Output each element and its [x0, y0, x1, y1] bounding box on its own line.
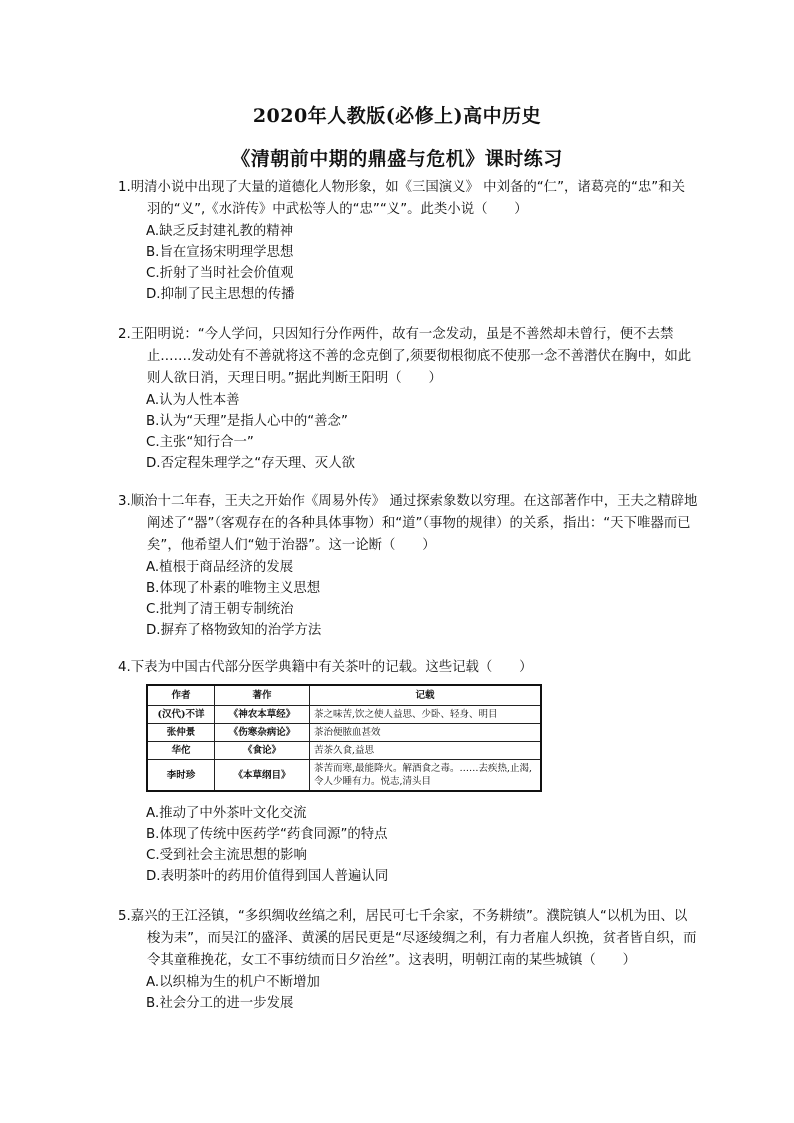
question-2: [118, 324, 698, 474]
tea-records-table: [146, 684, 542, 792]
document-subtitle: 《清朝前中期的鼎盛与危机》课时练习: [231, 148, 563, 170]
table-row: [147, 760, 541, 792]
table-row: [147, 742, 541, 760]
option-d: D.否定程朱理学之“存天理、灭人欲: [146, 456, 355, 471]
table-cell: 《本草纲目》: [215, 760, 310, 792]
option-b: B.体现了朴素的唯物主义思想: [146, 581, 321, 596]
table-cell: 李时珍: [147, 760, 215, 792]
table-cell: 张仲景: [147, 724, 215, 742]
option-c: C.受到社会主流思想的影响: [146, 848, 307, 863]
table-row: [147, 724, 541, 742]
table-cell: (汉代)不详: [147, 706, 215, 724]
question-3: [118, 491, 698, 641]
question-stem: 1.明清小说中出现了大量的道德化人物形象，如《三国演义》 中刘备的“仁”，诸葛亮的“忠”和关羽的“义”,《水浒传》中武松等人的“忠”“义”。此类小说（ ）: [118, 180, 686, 217]
question-4: [118, 657, 698, 679]
option-a: A.以织棉为生的机户不断增加: [146, 975, 320, 990]
option-a: A.推动了中外茶叶文化交流: [146, 806, 307, 821]
column-header-author: 作者: [147, 685, 215, 706]
table-cell: 《神农本草经》: [215, 706, 310, 724]
option-a: A.植根于商品经济的发展: [146, 560, 294, 575]
question-1: [118, 177, 698, 305]
document-title: 2020年人教版(必修上)高中历史: [252, 105, 542, 127]
question-stem: 3.顺治十二年春，王夫之开始作《周易外传》 通过探索象数以穷理。在这部著作中，王夫之精辟地阐述了“器”（客观存在的各种具体事物）和“道”（事物的规律）的关系，指出：“天下唯器而已矣”，他希望人们“勉于治器”。这一论断（ ）: [118, 494, 698, 553]
option-c: C.批判了清王朝专制统治: [146, 602, 294, 617]
table-cell: 苦茶久食,益思: [310, 742, 542, 760]
option-a: A.缺乏反封建礼教的精神: [146, 224, 294, 239]
column-header-work: 著作: [215, 685, 310, 706]
table-header-row: [147, 685, 541, 706]
option-b: B.体现了传统中医药学“药食同源”的特点: [146, 827, 388, 842]
option-d: D.摒弃了格物致知的治学方法: [146, 623, 322, 638]
table-cell: 华佗: [147, 742, 215, 760]
option-b: B.旨在宣扬宋明理学思想: [146, 245, 294, 260]
table-cell: 《食论》: [215, 742, 310, 760]
question-5: [118, 906, 698, 1014]
table-row: [147, 706, 541, 724]
table-cell: 《伤寒杂病论》: [215, 724, 310, 742]
question-stem: 4.下表为中国古代部分医学典籍中有关茶叶的记载。这些记载（ ）: [118, 660, 533, 675]
option-a: A.认为人性本善: [146, 393, 240, 408]
option-b: B.认为“天理”是指人心中的“善念”: [146, 414, 348, 429]
question-stem: 2.王阳明说：“今人学问，只因知行分作两件，故有一念发动，虽是不善然却未曾行，便不去禁止.……发动处有不善就将这不善的念克倒了,须要彻根彻底不使那一念不善潜伏在胸中，如此则人欲日消，天理日明。”据此判断王阳明（ ）: [118, 327, 692, 386]
table-cell: 茶治便脓血甚效: [310, 724, 542, 742]
option-c: C.主张“知行合一”: [146, 435, 254, 450]
question-stem: 5.嘉兴的王江泾镇，“多织绸收丝缟之利，居民可七千余家，不务耕绩”。濮院镇人“以机为田、以梭为耒”，而吴江的盛泽、黄溪的居民更是“尽逐绫绸之利，有力者雇人织挽，贫者皆自织，而令其童稚挽花，女工不事纺绩而日夕治丝”。这表明，明朝江南的某些城镇（ ）: [118, 909, 697, 968]
option-c: C.折射了当时社会价值观: [146, 266, 294, 281]
column-header-record: 记载: [310, 685, 542, 706]
question-4-options: [118, 803, 698, 887]
table-cell: 茶之味苦,饮之使人益思、少卧、轻身、明目: [310, 706, 542, 724]
option-d: D.表明茶叶的药用价值得到国人普遍认同: [146, 869, 389, 884]
table-cell: 茶苦而寒,最能降火。解酒食之毒。……去疾热,止渴,令人少睡有力。悦志,清头目: [310, 760, 542, 792]
option-b: B.社会分工的进一步发展: [146, 996, 294, 1011]
option-d: D.抑制了民主思想的传播: [146, 287, 295, 302]
